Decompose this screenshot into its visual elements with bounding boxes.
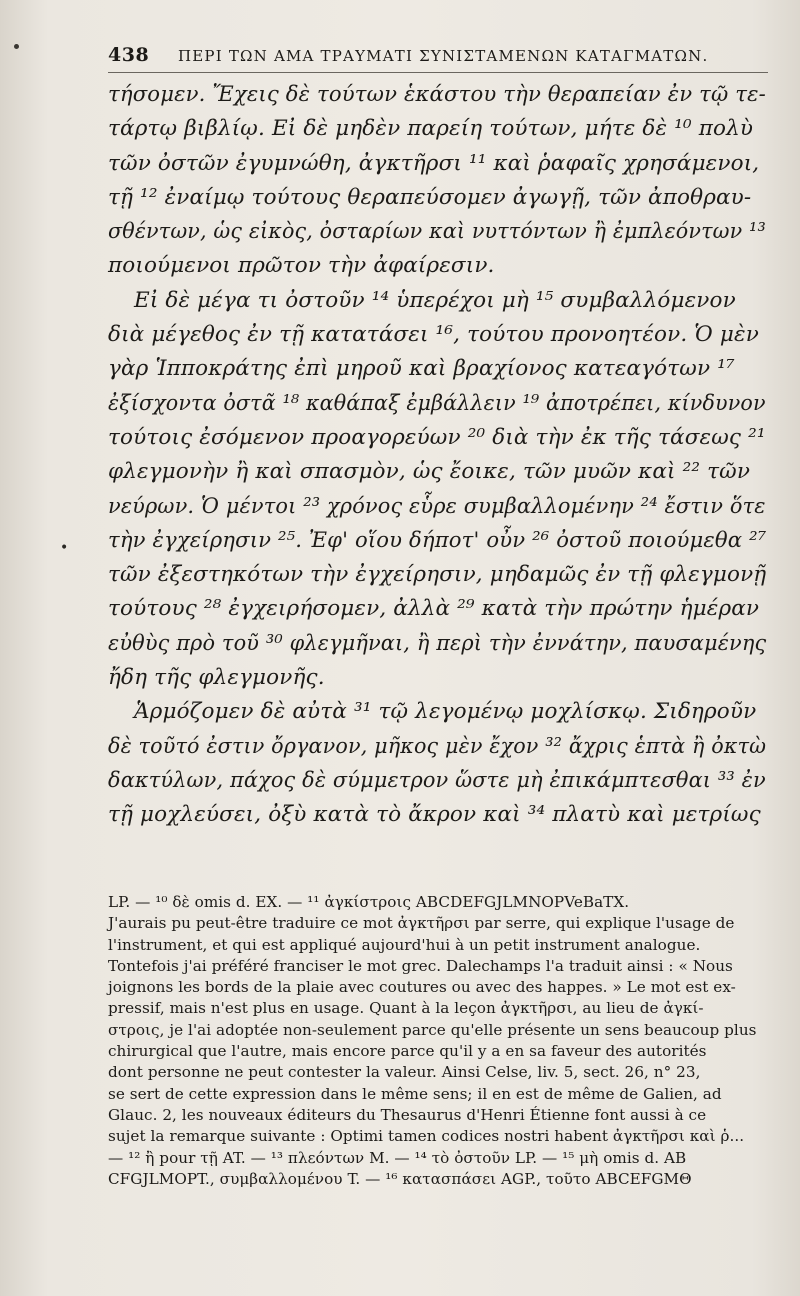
footnote-line: l'instrument, et qui est appliqué aujourd'hui à un petit instrument analogue.	[108, 935, 701, 954]
footnote-line: dont personne ne peut contester la valeur. Ainsi Celse, liv. 5, sect. 26, n° 23,	[108, 1063, 701, 1082]
running-title: ΠΕΡΙ ΤΩΝ ΑΜΑ ΤΡΑΥΜΑΤΙ ΣΥΝΙΣΤΑΜΕΝΩΝ ΚΑΤΑΓΜΑΤΩΝ.	[178, 47, 709, 65]
footnote-line: joignons les bords de la plaie avec coutures ou avec des happes. » Le mot est ex-	[108, 978, 736, 997]
footnote-line: sujet la remarque suivante : Optimi tamen codices nostri habent ἀγκτῆρσι καὶ ῥ...	[108, 1127, 745, 1146]
footnote-line: Glauc. 2, les nouveaux éditeurs du Thesaurus d'Henri Étienne font aussi à ce	[108, 1105, 707, 1124]
greek-line: τῶν ὀστῶν ἐγυμνώθη, ἀγκτῆρσι ¹¹ καὶ ῥαφαῖς χρησάμενοι,	[108, 150, 760, 176]
greek-line: εὐθὺς πρὸ τοῦ ³⁰ φλεγμῆναι, ἢ περὶ τὴν ἐννάτην, παυσαμένης	[108, 630, 767, 656]
greek-line: διὰ μέγεθος ἐν τῇ κατατάσει ¹⁶, τούτου προνοητέον. Ὁ μὲν	[108, 322, 759, 348]
greek-line: Εἰ δὲ μέγα τι ὀστοῦν ¹⁴ ὑπερέχοι μὴ ¹⁵ συμβαλλόμενον	[134, 287, 736, 313]
greek-main-text	[108, 78, 766, 833]
greek-line: ἤδη τῆς φλεγμονῆς.	[108, 665, 325, 691]
greek-line: Ἁρμόζομεν δὲ αὐτὰ ³¹ τῷ λεγομένῳ μοχλίσκῳ. Σιδηροῦν	[134, 699, 757, 725]
greek-line: ἐξίσχοντα ὀστᾶ ¹⁸ καθάπαξ ἐμβάλλειν ¹⁹ ἀποτρέπει, κίνδυνον	[108, 390, 766, 416]
greek-line: τῇ ¹² ἐναίμῳ τούτους θεραπεύσομεν ἀγωγῇ, τῶν ἀποθραυ-	[108, 184, 752, 210]
greek-line: φλεγμονὴν ἢ καὶ σπασμὸν, ὡς ἔοικε, τῶν μυῶν καὶ ²² τῶν	[108, 459, 751, 485]
footnote-line: στροις, je l'ai adoptée non-seulement parce qu'elle présente un sens beaucoup plus	[108, 1020, 757, 1039]
greek-line: τούτοις ἐσόμενον προαγορεύων ²⁰ διὰ τὴν ἐκ τῆς τάσεως ²¹	[108, 424, 766, 450]
footnotes	[108, 892, 768, 1190]
greek-line: τῶν ἐξεστηκότων τὴν ἐγχείρησιν, μηδαμῶς ἐν τῇ φλεγμονῇ	[108, 562, 767, 588]
footnote-line: pressif, mais n'est plus en usage. Quant à la leçon ἀγκτῆρσι, au lieu de ἀγκί-	[108, 999, 704, 1018]
footnote-line: LP. — ¹⁰ δὲ omis d. EX. — ¹¹ ἀγκίστροις ABCDEFGJLMNOPVeBaTX.	[108, 893, 630, 911]
greek-line: γὰρ Ἱπποκράτης ἐπὶ μηροῦ καὶ βραχίονος κατεαγότων ¹⁷	[108, 356, 735, 382]
greek-line: δὲ τοῦτό ἐστιν ὄργανον, μῆκος μὲν ἔχον ³² ἄχρις ἑπτὰ ἢ ὀκτὼ	[108, 733, 767, 759]
footnote-line: — ¹² ἢ pour τῇ AT. — ¹³ πλεόντων M. — ¹⁴ τὸ ὀστοῦν LP. — ¹⁵ μὴ omis d. AB	[108, 1148, 687, 1167]
footnote-line: Tontefois j'ai préféré franciser le mot grec. Dalechamps l'a traduit ainsi : « Nous	[108, 956, 733, 975]
greek-line: ποιούμενοι πρῶτον τὴν ἀφαίρεσιν.	[108, 253, 495, 279]
footnote-line: chirurgical que l'autre, mais encore parce qu'il y a en sa faveur des autorités	[108, 1042, 707, 1061]
greek-line: σθέντων, ὡς εἰκὸς, ὀσταρίων καὶ νυττόντων ἢ ἐμπλεόντων ¹³	[108, 219, 766, 245]
greek-line: δακτύλων, πάχος δὲ σύμμετρον ὥστε μὴ ἐπικάμπτεσθαι ³³ ἐν	[108, 767, 766, 793]
greek-line: τήσομεν. Ἔχεις δὲ τούτων ἑκάστου τὴν θεραπείαν ἐν τῷ τε-	[108, 82, 766, 107]
footnote-line: J'aurais pu peut-être traduire ce mot ἀγκτῆρσι par serre, qui explique l'usage de	[108, 914, 735, 933]
greek-line: τάρτῳ βιβλίῳ. Εἰ δὲ μηδὲν παρείη τούτων, μήτε δὲ ¹⁰ πολὺ	[108, 116, 754, 142]
greek-line: τῇ μοχλεύσει, ὀξὺ κατὰ τὸ ἄκρον καὶ ³⁴ πλατὺ καὶ μετρίως	[108, 802, 761, 828]
greek-line: τὴν ἐγχείρησιν ²⁵. Ἐφ' οἵου δήποτ' οὖν ²⁶ ὀστοῦ ποιούμεθα ²⁷	[108, 527, 767, 553]
margin-mark: •	[60, 540, 69, 556]
page-number: 438	[108, 44, 150, 66]
ink-speck	[14, 44, 19, 49]
footnote-line: se sert de cette expression dans le même sens; il en est de même de Galien, ad	[108, 1084, 722, 1103]
footnote-line: CFGJLMOPT., συμβαλλομένου T. — ¹⁶ κατασπάσει AGP., τοῦτο ABCEFGMΘ	[108, 1169, 692, 1188]
greek-line: τούτους ²⁸ ἐγχειρήσομεν, ἀλλὰ ²⁹ κατὰ τὴν πρώτην ἡμέραν	[108, 596, 760, 622]
greek-line: νεύρων. Ὁ μέντοι ²³ χρόνος εὗρε συμβαλλομένην ²⁴ ἔστιν ὅτε	[108, 493, 766, 519]
page-header	[108, 42, 768, 73]
